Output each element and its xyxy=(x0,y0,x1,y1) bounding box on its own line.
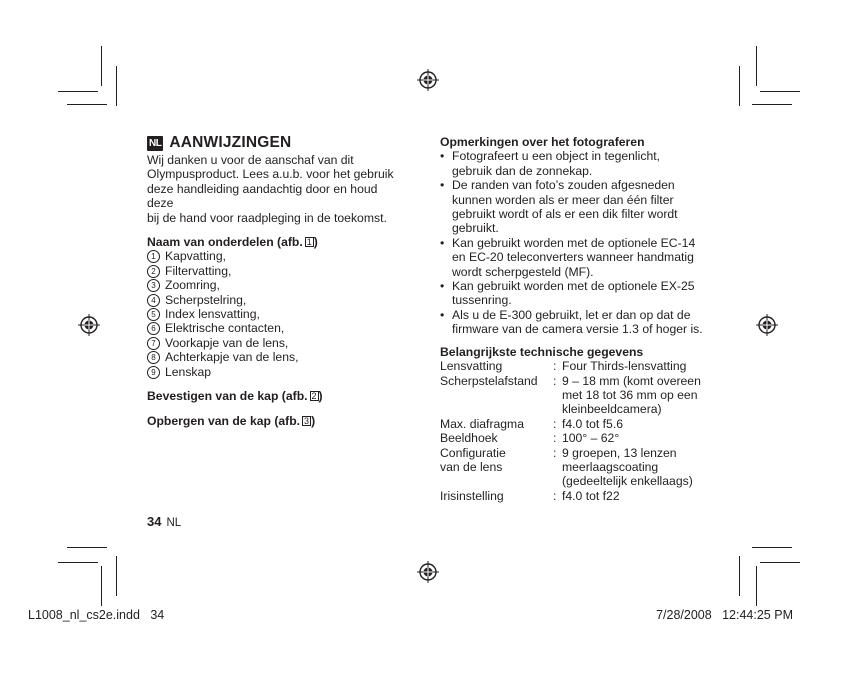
store-heading-close: ) xyxy=(311,413,316,428)
notes-list xyxy=(440,149,740,336)
spec-value: 9 – 18 mm (komt overeen met 18 tot 36 mm op een kleinbeeldcamera) xyxy=(562,373,701,417)
spec-value: 100° – 62° xyxy=(562,431,620,446)
item-label: Kapvatting, xyxy=(165,249,226,264)
list-item xyxy=(147,307,397,321)
crop-mark xyxy=(739,66,740,106)
spec-key: Irisinstelling xyxy=(440,488,504,503)
note-line: gebruikt wordt of als er een dik filter wordt xyxy=(452,207,678,222)
table-row: Scherpstelafstand : 9 – 18 mm (komt overeen met 18 tot 36 mm op een kleinbeeldcamera) xyxy=(440,373,701,417)
list-item xyxy=(440,178,740,236)
item-label: Filtervatting, xyxy=(165,263,232,278)
parts-list xyxy=(147,249,397,379)
language-badge: NL xyxy=(147,136,163,151)
item-label: Zoomring, xyxy=(165,278,220,293)
item-number: 1 xyxy=(147,250,160,263)
crop-mark xyxy=(756,566,757,606)
spec-key: Lensvatting xyxy=(440,359,503,374)
parts-heading-text: Naam van onderdelen (afb. xyxy=(147,235,303,250)
intro-line: bij de hand voor raadpleging in de toekomst. xyxy=(147,210,387,225)
registration-mark-icon xyxy=(756,314,778,336)
spec-value: f4.0 tot f22 xyxy=(562,488,620,503)
note-line: Als u de E-300 gebruikt, let er dan op dat de xyxy=(452,307,691,322)
spec-value: 9 groepen, 13 lenzen meerlaagscoating (gedeeltelijk enkellaags) xyxy=(562,445,693,489)
spec-value: f4.0 tot f5.6 xyxy=(562,416,623,431)
page-title: AANWIJZINGEN xyxy=(169,134,292,152)
item-label: Elektrische contacten, xyxy=(165,321,285,336)
spec-key: Scherpstelafstand xyxy=(440,373,538,388)
list-item xyxy=(440,308,740,337)
item-number: 9 xyxy=(147,366,160,379)
parts-heading-close: ) xyxy=(313,235,318,250)
spec-key: Max. diafragma xyxy=(440,416,524,431)
store-heading-text: Opbergen van de kap (afb. xyxy=(147,413,301,428)
crop-mark xyxy=(756,46,757,86)
attach-heading-text: Bevestigen van de kap (afb. xyxy=(147,389,308,404)
list-item xyxy=(147,264,397,278)
item-label: Achterkapje van de lens, xyxy=(165,350,299,365)
item-number: 6 xyxy=(147,322,160,335)
note-line: gebruikt. xyxy=(452,221,499,236)
note-line: De randen van foto’s zouden afgesneden xyxy=(452,178,675,193)
parts-heading xyxy=(147,235,397,249)
section-heading xyxy=(147,136,397,151)
specs-table xyxy=(440,359,701,503)
spec-key: Configuratie van de lens xyxy=(440,445,506,474)
crop-mark xyxy=(752,547,792,548)
list-item xyxy=(440,149,740,178)
crop-mark xyxy=(101,566,102,606)
crop-mark xyxy=(67,104,107,105)
crop-mark xyxy=(58,562,98,563)
page-number xyxy=(147,514,181,529)
crop-mark xyxy=(752,104,792,105)
list-item xyxy=(147,336,397,350)
store-heading xyxy=(147,414,397,428)
item-number: 8 xyxy=(147,351,160,364)
note-line: tussenring. xyxy=(452,293,512,308)
spec-key: Beeldhoek xyxy=(440,431,498,446)
table-row: Beeldhoek : 100° – 62° xyxy=(440,431,701,445)
item-number: 7 xyxy=(147,337,160,350)
note-line: Kan gebruikt worden met de optionele EX-25 xyxy=(452,279,695,294)
note-line: en EC-20 teleconverters wanneer handmatig xyxy=(452,250,694,265)
timestamp-slug: 7/28/2008 12:44:25 PM xyxy=(656,608,793,622)
item-label: Scherpstelring, xyxy=(165,292,247,307)
registration-mark-icon xyxy=(417,561,439,583)
note-line: firmware van de camera versie 1.3 of hoger is. xyxy=(452,322,703,337)
attach-heading xyxy=(147,389,397,403)
item-number: 4 xyxy=(147,294,160,307)
item-label: Index lensvatting, xyxy=(165,307,260,322)
intro-line: Olympusproduct. Lees a.u.b. voor het gebruik xyxy=(147,167,394,182)
page-number-value: 34 xyxy=(147,514,162,529)
item-number: 2 xyxy=(147,265,160,278)
list-item xyxy=(147,365,397,379)
intro-line: Wij danken u voor de aanschaf van dit xyxy=(147,153,354,167)
note-line: wordt scherpgesteld (MF). xyxy=(452,264,594,279)
note-line: kunnen worden als er meer dan één filter xyxy=(452,192,674,207)
registration-mark-icon xyxy=(417,69,439,91)
item-label: Voorkapje van de lens, xyxy=(165,335,289,350)
item-number: 5 xyxy=(147,308,160,321)
crop-mark xyxy=(116,556,117,596)
list-item xyxy=(147,350,397,364)
figure-ref: 2 xyxy=(311,391,317,402)
list-item xyxy=(147,249,397,263)
crop-mark xyxy=(760,562,800,563)
item-number: 3 xyxy=(147,279,160,292)
item-label: Lenskap xyxy=(165,364,212,379)
crop-mark xyxy=(760,91,800,92)
list-item xyxy=(440,279,740,308)
crop-mark xyxy=(101,46,102,86)
table-row: Lensvatting : Four Thirds-lensvatting xyxy=(440,359,701,373)
intro-line: deze handleiding aandachtig door en houd deze xyxy=(147,181,378,211)
list-item xyxy=(147,293,397,307)
specs-heading: Belangrijkste technische gegevens xyxy=(440,344,644,359)
file-slug: L1008_nl_cs2e.indd 34 xyxy=(28,608,165,622)
attach-heading-close: ) xyxy=(318,389,323,404)
crop-mark xyxy=(58,91,98,92)
note-line: Fotografeert u een object in tegenlicht, xyxy=(452,149,660,164)
page-language: NL xyxy=(166,517,182,529)
spec-value: Four Thirds-lensvatting xyxy=(562,359,687,374)
notes-heading: Opmerkingen over het fotograferen xyxy=(440,135,645,149)
list-item xyxy=(147,321,397,335)
left-column xyxy=(147,136,397,428)
note-line: Kan gebruikt worden met de optionele EC-14 xyxy=(452,235,696,250)
table-row: Configuratie van de lens : 9 groepen, 13 lenzen meerlaagscoating (gedeeltelijk enkellaags) xyxy=(440,446,701,489)
table-row: Irisinstelling : f4.0 tot f22 xyxy=(440,489,701,503)
figure-ref: 3 xyxy=(304,415,310,426)
crop-mark xyxy=(116,66,117,106)
figure-ref: 1 xyxy=(306,237,312,248)
table-row: Max. diafragma : f4.0 tot f5.6 xyxy=(440,417,701,431)
list-item xyxy=(147,278,397,292)
right-column xyxy=(440,135,740,503)
intro-paragraph xyxy=(147,153,397,225)
crop-mark xyxy=(67,547,107,548)
note-line: gebruik dan de zonnekap. xyxy=(452,163,593,178)
list-item xyxy=(440,236,740,279)
crop-mark xyxy=(739,556,740,596)
registration-mark-icon xyxy=(78,314,100,336)
